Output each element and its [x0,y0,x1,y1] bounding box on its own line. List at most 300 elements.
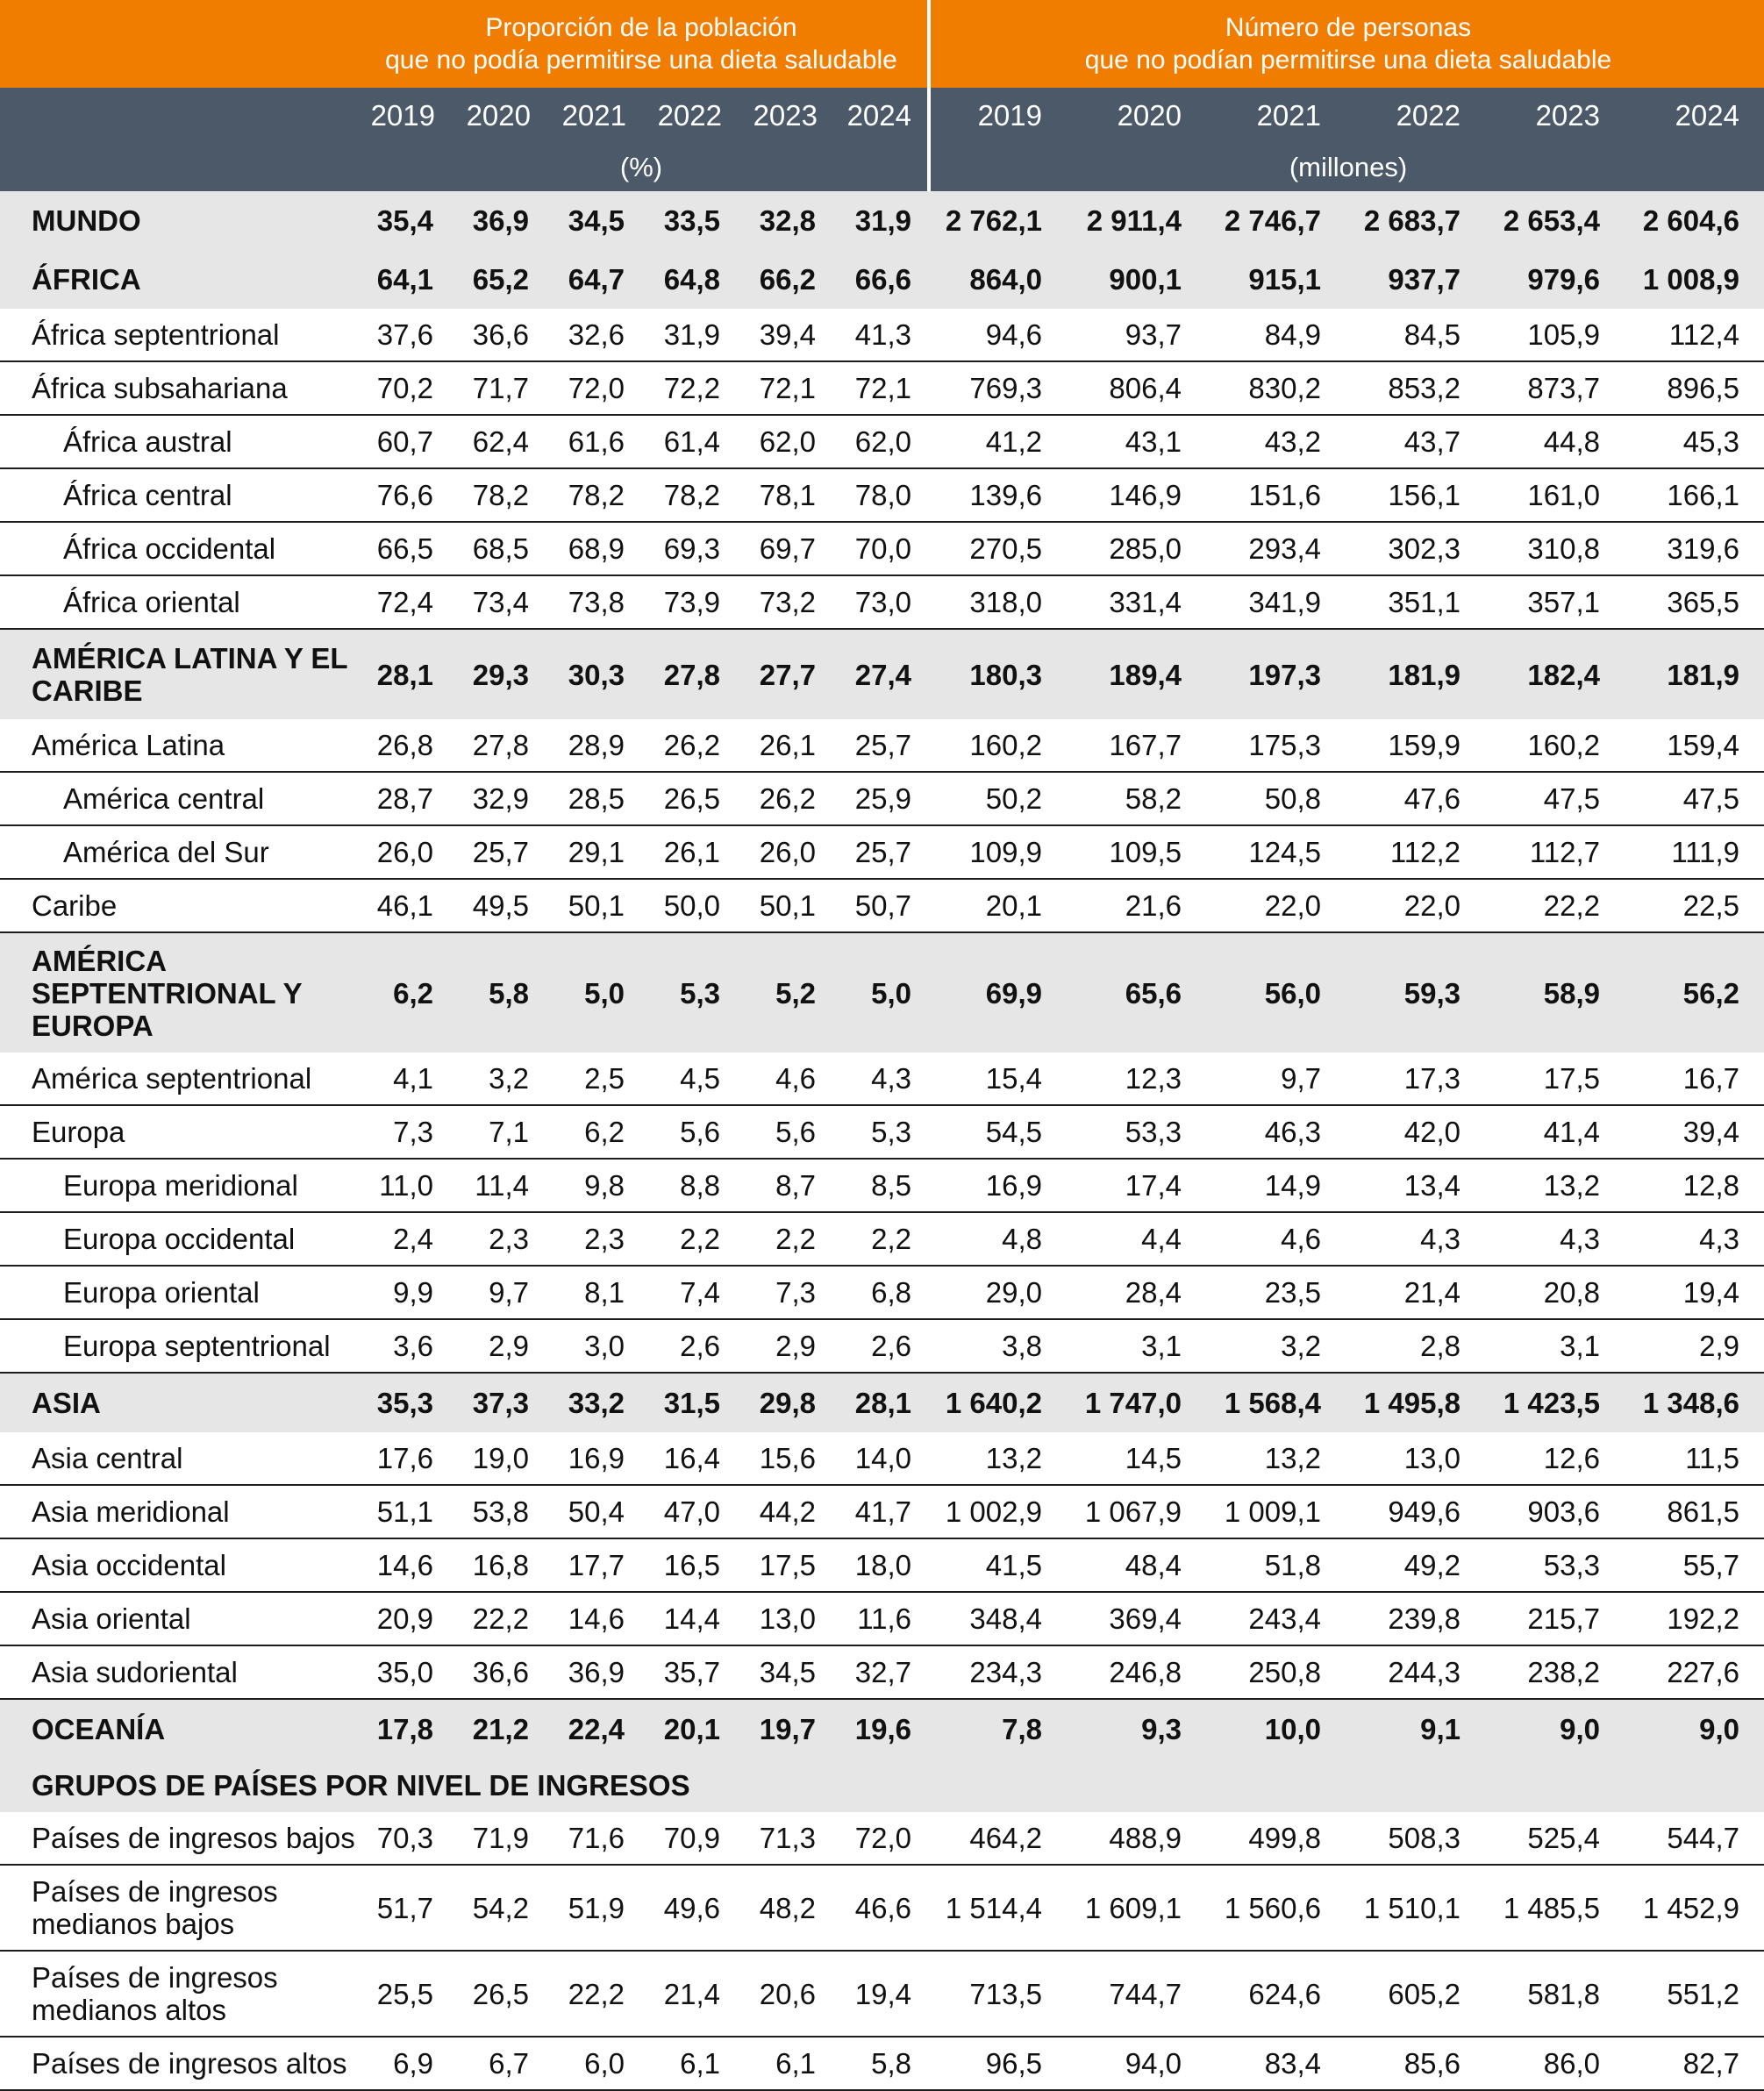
pct-cell: 78,2 [546,468,642,522]
row-label: Europa occidental [0,1212,355,1266]
abs-cell: 551,2 [1626,1951,1764,2037]
pct-cell: 71,7 [451,361,546,415]
row-label: América del Sur [0,825,355,879]
pct-cell: 46,6 [833,1865,929,1951]
row-label: África septentrional [0,309,355,361]
abs-cell: 9,0 [1626,1699,1764,1759]
abs-cell: 13,0 [1347,1432,1487,1485]
abs-cell: 1 495,8 [1347,1373,1487,1432]
year-header-abs-2023: 2023 [1487,88,1626,144]
pct-cell: 17,8 [355,1699,451,1759]
pct-cell: 33,5 [642,191,738,250]
pct-cell: 73,0 [833,575,929,629]
pct-cell: 62,0 [833,415,929,468]
row-label: Asia occidental [0,1538,355,1592]
pct-cell: 16,8 [451,1538,546,1592]
pct-cell: 21,2 [451,1699,546,1759]
pct-cell: 18,0 [833,1538,929,1592]
abs-cell: 3,1 [1068,1319,1208,1373]
pct-cell: 26,8 [355,719,451,772]
abs-cell: 246,8 [1068,1645,1208,1699]
table-row [0,825,1764,879]
row-label: Asia central [0,1432,355,1485]
abs-cell: 915,1 [1208,250,1347,309]
abs-cell: 22,5 [1626,879,1764,932]
table-row [0,1645,1764,1699]
pct-cell: 70,2 [355,361,451,415]
pct-cell: 6,2 [355,932,451,1053]
abs-cell: 2,9 [1626,1319,1764,1373]
abs-cell: 903,6 [1487,1485,1626,1538]
pct-cell: 2,4 [355,1212,451,1266]
abs-cell: 270,5 [929,522,1068,575]
abs-cell: 109,9 [929,825,1068,879]
pct-cell: 16,5 [642,1538,738,1592]
header-corner [0,0,355,88]
header-proportion-line1: Proporción de la población [485,13,797,42]
pct-cell: 46,1 [355,879,451,932]
pct-cell: 73,4 [451,575,546,629]
pct-cell: 28,1 [833,1373,929,1432]
pct-cell: 49,5 [451,879,546,932]
abs-cell: 44,8 [1487,415,1626,468]
abs-cell: 713,5 [929,1951,1068,2037]
abs-cell: 949,6 [1347,1485,1487,1538]
pct-cell: 48,2 [738,1865,833,1951]
abs-cell: 54,5 [929,1105,1068,1159]
pct-cell: 4,6 [738,1053,833,1105]
abs-cell: 161,0 [1487,468,1626,522]
row-label: Países de ingresos medianos bajos [0,1865,355,1951]
abs-cell: 488,9 [1068,1812,1208,1865]
abs-cell: 180,3 [929,629,1068,719]
pct-cell: 21,4 [642,1951,738,2037]
abs-cell: 58,2 [1068,772,1208,825]
pct-cell: 64,1 [355,250,451,309]
abs-cell: 3,1 [1487,1319,1626,1373]
pct-cell: 5,0 [833,932,929,1053]
pct-cell: 35,7 [642,1645,738,1699]
pct-cell: 50,0 [642,879,738,932]
header-number-line1: Número de personas [1225,13,1472,42]
year-header-pct-2023: 2023 [738,88,833,144]
pct-cell: 53,8 [451,1485,546,1538]
abs-cell: 744,7 [1068,1951,1208,2037]
abs-cell: 215,7 [1487,1592,1626,1645]
pct-cell: 33,2 [546,1373,642,1432]
abs-cell: 46,3 [1208,1105,1347,1159]
abs-cell: 10,0 [1208,1699,1347,1759]
row-label: Asia sudoriental [0,1645,355,1699]
year-header-abs-2021: 2021 [1208,88,1347,144]
row-label: África oriental [0,575,355,629]
pct-cell: 3,2 [451,1053,546,1105]
abs-cell: 1 609,1 [1068,1865,1208,1951]
abs-cell: 873,7 [1487,361,1626,415]
unit-header-blank [0,144,355,191]
abs-cell: 1 067,9 [1068,1485,1208,1538]
pct-unit: (%) [355,144,929,191]
pct-cell: 14,0 [833,1432,929,1485]
pct-cell: 2,2 [738,1212,833,1266]
abs-cell: 1 485,5 [1487,1865,1626,1951]
pct-cell: 68,5 [451,522,546,575]
abs-cell: 12,8 [1626,1159,1764,1212]
abs-cell: 166,1 [1626,468,1764,522]
pct-cell: 5,3 [833,1105,929,1159]
pct-cell: 34,5 [738,1645,833,1699]
abs-cell: 197,3 [1208,629,1347,719]
abs-cell: 112,4 [1626,309,1764,361]
pct-cell: 51,1 [355,1485,451,1538]
row-label: GRUPOS DE PAÍSES POR NIVEL DE INGRESOS [0,1759,1764,1812]
pct-cell: 6,8 [833,1266,929,1319]
pct-cell: 17,6 [355,1432,451,1485]
table-row [0,879,1764,932]
pct-cell: 8,5 [833,1159,929,1212]
abs-cell: 293,4 [1208,522,1347,575]
abs-cell: 69,9 [929,932,1068,1053]
row-label: ÁFRICA [0,250,355,309]
abs-cell: 182,4 [1487,629,1626,719]
pct-cell: 78,2 [451,468,546,522]
table-row [0,1759,1764,1812]
year-header-pct-2019: 2019 [355,88,451,144]
table-row [0,1538,1764,1592]
abs-cell: 2,8 [1347,1319,1487,1373]
table-row [0,772,1764,825]
pct-cell: 36,6 [451,309,546,361]
pct-cell: 36,9 [546,1645,642,1699]
abs-cell: 56,0 [1208,932,1347,1053]
abs-cell: 47,5 [1487,772,1626,825]
abs-cell: 12,3 [1068,1053,1208,1105]
abs-cell: 16,7 [1626,1053,1764,1105]
abs-cell: 49,2 [1347,1538,1487,1592]
abs-cell: 11,5 [1626,1432,1764,1485]
pct-cell: 73,9 [642,575,738,629]
pct-cell: 20,9 [355,1592,451,1645]
pct-cell: 5,6 [738,1105,833,1159]
pct-cell: 39,4 [738,309,833,361]
abs-cell: 244,3 [1347,1645,1487,1699]
pct-cell: 62,4 [451,415,546,468]
pct-cell: 31,5 [642,1373,738,1432]
header-proportion-line2: que no podía permitirse una dieta saludable [385,46,897,75]
abs-cell: 146,9 [1068,468,1208,522]
pct-cell: 61,6 [546,415,642,468]
pct-cell: 4,5 [642,1053,738,1105]
pct-cell: 9,9 [355,1266,451,1319]
pct-cell: 29,3 [451,629,546,719]
abs-cell: 45,3 [1626,415,1764,468]
pct-cell: 13,0 [738,1592,833,1645]
pct-cell: 71,3 [738,1812,833,1865]
pct-cell: 25,9 [833,772,929,825]
abs-cell: 13,2 [929,1432,1068,1485]
pct-cell: 9,7 [451,1266,546,1319]
abs-cell: 979,6 [1487,250,1626,309]
table-row [0,629,1764,719]
pct-cell: 54,2 [451,1865,546,1951]
pct-cell: 34,5 [546,191,642,250]
row-label: Europa septentrional [0,1319,355,1373]
abs-cell: 105,9 [1487,309,1626,361]
abs-cell: 189,4 [1068,629,1208,719]
pct-cell: 32,6 [546,309,642,361]
header-number [929,0,1764,88]
pct-cell: 22,2 [546,1951,642,2037]
pct-cell: 71,9 [451,1812,546,1865]
pct-cell: 70,9 [642,1812,738,1865]
header-number-line2: que no podían permitirse una dieta saludable [1084,46,1612,75]
abs-cell: 17,3 [1347,1053,1487,1105]
abs-cell: 51,8 [1208,1538,1347,1592]
abs-cell: 21,4 [1347,1266,1487,1319]
abs-cell: 23,5 [1208,1266,1347,1319]
pct-cell: 51,7 [355,1865,451,1951]
pct-cell: 68,9 [546,522,642,575]
abs-cell: 7,8 [929,1699,1068,1759]
abs-cell: 28,4 [1068,1266,1208,1319]
abs-cell: 4,3 [1347,1212,1487,1266]
year-header-pct-2021: 2021 [546,88,642,144]
abs-cell: 50,2 [929,772,1068,825]
abs-cell: 4,4 [1068,1212,1208,1266]
abs-cell: 43,2 [1208,415,1347,468]
table-row [0,1865,1764,1951]
pct-cell: 73,2 [738,575,833,629]
abs-cell: 192,2 [1626,1592,1764,1645]
table-row [0,1053,1764,1105]
row-label: Europa [0,1105,355,1159]
abs-cell: 900,1 [1068,250,1208,309]
abs-cell: 357,1 [1487,575,1626,629]
pct-cell: 32,7 [833,1645,929,1699]
row-label: Asia meridional [0,1485,355,1538]
pct-cell: 69,3 [642,522,738,575]
abs-cell: 53,3 [1068,1105,1208,1159]
abs-cell: 581,8 [1487,1951,1626,2037]
pct-cell: 11,6 [833,1592,929,1645]
pct-cell: 7,1 [451,1105,546,1159]
pct-cell: 30,3 [546,629,642,719]
abs-cell: 29,0 [929,1266,1068,1319]
pct-cell: 15,6 [738,1432,833,1485]
pct-cell: 26,2 [738,772,833,825]
pct-cell: 36,6 [451,1645,546,1699]
table-row [0,1212,1764,1266]
abs-cell: 19,4 [1626,1266,1764,1319]
abs-cell: 22,0 [1208,879,1347,932]
pct-cell: 2,3 [546,1212,642,1266]
abs-cell: 1 009,1 [1208,1485,1347,1538]
abs-cell: 22,0 [1347,879,1487,932]
pct-cell: 28,5 [546,772,642,825]
pct-cell: 3,6 [355,1319,451,1373]
pct-cell: 50,1 [546,879,642,932]
abs-cell: 238,2 [1487,1645,1626,1699]
pct-cell: 37,3 [451,1373,546,1432]
pct-cell: 22,2 [451,1592,546,1645]
abs-cell: 22,2 [1487,879,1626,932]
pct-cell: 72,1 [833,361,929,415]
abs-cell: 14,5 [1068,1432,1208,1485]
pct-cell: 26,5 [642,772,738,825]
abs-cell: 4,8 [929,1212,1068,1266]
abs-cell: 624,6 [1208,1951,1347,2037]
abs-cell: 13,4 [1347,1159,1487,1212]
abs-cell: 234,3 [929,1645,1068,1699]
abs-cell: 58,9 [1487,932,1626,1053]
abs-cell: 525,4 [1487,1812,1626,1865]
abs-cell: 85,6 [1347,2037,1487,2090]
pct-cell: 26,5 [451,1951,546,2037]
abs-cell: 17,5 [1487,1053,1626,1105]
abs-cell: 1 423,5 [1487,1373,1626,1432]
pct-cell: 28,7 [355,772,451,825]
abs-cell: 3,2 [1208,1319,1347,1373]
abs-cell: 21,6 [1068,879,1208,932]
pct-cell: 8,7 [738,1159,833,1212]
row-label: América central [0,772,355,825]
abs-cell: 1 008,9 [1626,250,1764,309]
row-label: Caribe [0,879,355,932]
pct-cell: 2,5 [546,1053,642,1105]
pct-cell: 78,0 [833,468,929,522]
abs-cell: 769,3 [929,361,1068,415]
abs-cell: 48,4 [1068,1538,1208,1592]
pct-cell: 8,1 [546,1266,642,1319]
abs-cell: 112,7 [1487,825,1626,879]
abs-cell: 15,4 [929,1053,1068,1105]
abs-cell: 112,2 [1347,825,1487,879]
abs-cell: 13,2 [1487,1159,1626,1212]
pct-cell: 72,4 [355,575,451,629]
pct-cell: 66,6 [833,250,929,309]
abs-cell: 2 604,6 [1626,191,1764,250]
table-row [0,191,1764,250]
pct-cell: 8,8 [642,1159,738,1212]
abs-cell: 181,9 [1626,629,1764,719]
pct-cell: 16,9 [546,1432,642,1485]
pct-cell: 65,2 [451,250,546,309]
row-label: Europa oriental [0,1266,355,1319]
pct-cell: 3,0 [546,1319,642,1373]
pct-cell: 37,6 [355,309,451,361]
pct-cell: 72,0 [546,361,642,415]
abs-cell: 302,3 [1347,522,1487,575]
abs-cell: 39,4 [1626,1105,1764,1159]
pct-cell: 6,1 [738,2037,833,2090]
pct-cell: 72,0 [833,1812,929,1865]
abs-cell: 84,5 [1347,309,1487,361]
pct-cell: 64,8 [642,250,738,309]
pct-cell: 50,1 [738,879,833,932]
pct-cell: 14,4 [642,1592,738,1645]
pct-cell: 26,2 [642,719,738,772]
abs-cell: 1 568,4 [1208,1373,1347,1432]
row-label: África occidental [0,522,355,575]
abs-cell: 2 683,7 [1347,191,1487,250]
pct-cell: 17,5 [738,1538,833,1592]
pct-cell: 5,8 [451,932,546,1053]
pct-cell: 66,2 [738,250,833,309]
pct-cell: 25,7 [833,825,929,879]
abs-cell: 20,1 [929,879,1068,932]
abs-cell: 167,7 [1068,719,1208,772]
pct-cell: 16,4 [642,1432,738,1485]
pct-cell: 4,3 [833,1053,929,1105]
table-row [0,1373,1764,1432]
table-row [0,361,1764,415]
abs-cell: 20,8 [1487,1266,1626,1319]
abs-cell: 175,3 [1208,719,1347,772]
row-label: Países de ingresos altos [0,2037,355,2090]
pct-cell: 50,4 [546,1485,642,1538]
abs-cell: 50,8 [1208,772,1347,825]
row-label: África central [0,468,355,522]
table-row [0,1432,1764,1485]
abs-cell: 41,2 [929,415,1068,468]
pct-cell: 26,0 [738,825,833,879]
pct-cell: 28,9 [546,719,642,772]
row-label: AMÉRICA LATINA Y EL CARIBE [0,629,355,719]
abs-cell: 341,9 [1208,575,1347,629]
abs-cell: 508,3 [1347,1812,1487,1865]
pct-cell: 78,1 [738,468,833,522]
abs-cell: 369,4 [1068,1592,1208,1645]
pct-cell: 6,1 [642,2037,738,2090]
abs-cell: 94,0 [1068,2037,1208,2090]
pct-cell: 19,6 [833,1699,929,1759]
year-header-pct-2020: 2020 [451,88,546,144]
abs-cell: 864,0 [929,250,1068,309]
pct-cell: 35,4 [355,191,451,250]
pct-cell: 35,0 [355,1645,451,1699]
abs-cell: 861,5 [1626,1485,1764,1538]
abs-cell: 159,4 [1626,719,1764,772]
abs-cell: 239,8 [1347,1592,1487,1645]
year-header-abs-2022: 2022 [1347,88,1487,144]
table-row [0,2037,1764,2090]
pct-cell: 26,1 [642,825,738,879]
pct-cell: 6,7 [451,2037,546,2090]
abs-cell: 853,2 [1347,361,1487,415]
abs-cell: 111,9 [1626,825,1764,879]
abs-cell: 181,9 [1347,629,1487,719]
pct-cell: 25,5 [355,1951,451,2037]
abs-cell: 139,6 [929,468,1068,522]
pct-cell: 72,2 [642,361,738,415]
pct-cell: 5,2 [738,932,833,1053]
pct-cell: 47,0 [642,1485,738,1538]
pct-cell: 62,0 [738,415,833,468]
pct-cell: 9,8 [546,1159,642,1212]
row-label: Países de ingresos bajos [0,1812,355,1865]
pct-cell: 41,7 [833,1485,929,1538]
abs-cell: 4,3 [1626,1212,1764,1266]
pct-cell: 2,2 [642,1212,738,1266]
abs-cell: 2 746,7 [1208,191,1347,250]
abs-cell: 318,0 [929,575,1068,629]
pct-cell: 69,7 [738,522,833,575]
table-row [0,1699,1764,1759]
pct-cell: 60,7 [355,415,451,468]
pct-cell: 27,8 [451,719,546,772]
table-row [0,415,1764,468]
table-row [0,719,1764,772]
